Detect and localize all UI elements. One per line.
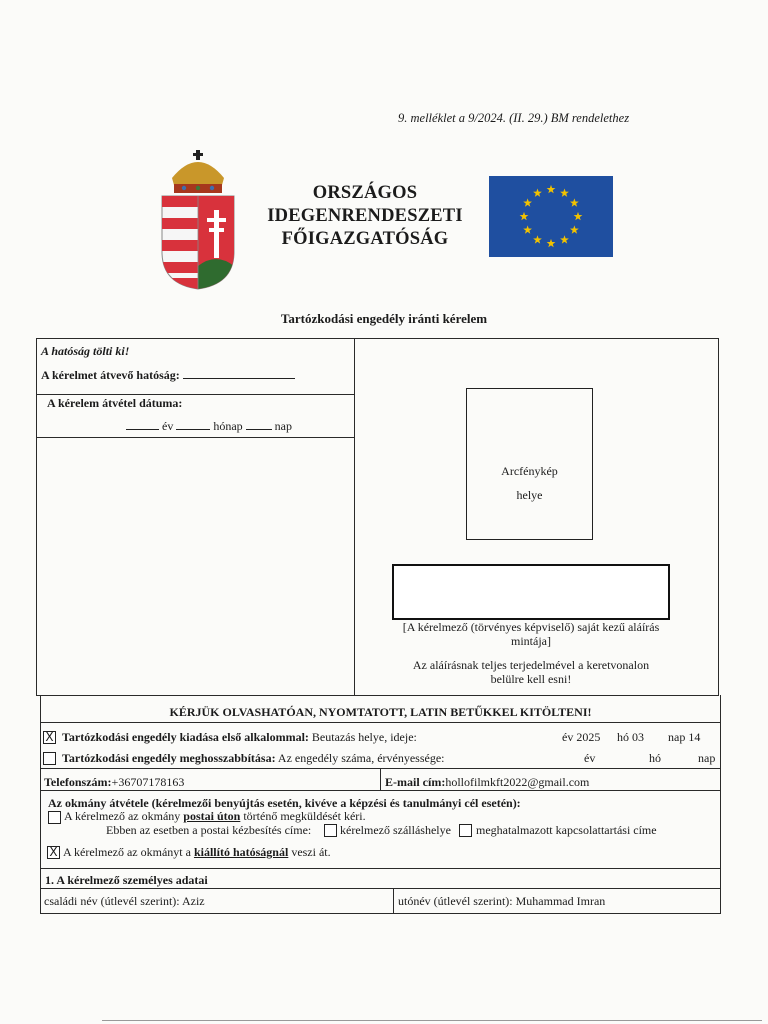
agency-line-3: FŐIGAZGATÓSÁG xyxy=(281,229,449,249)
eu-flag xyxy=(489,176,613,257)
receipt-day-field[interactable] xyxy=(246,429,272,430)
agency-line-1: ORSZÁGOS xyxy=(312,183,418,203)
postal-delivery-checkbox[interactable] xyxy=(48,811,61,824)
postal-address-intro: Ebben az esetben a postai kézbesítés címe: xyxy=(106,823,312,837)
receipt-date-label: A kérelem átvétel dátuma: xyxy=(47,396,183,410)
form-title: Tartózkodási engedély iránti kérelem xyxy=(280,311,488,326)
extension-day-label: nap xyxy=(698,751,716,765)
email-field[interactable]: E-mail cím:hollofilmkft2022@gmail.com xyxy=(385,775,590,789)
address-accommodation-label: kérelmező szálláshelye xyxy=(340,823,451,837)
extension-checkbox[interactable] xyxy=(43,752,56,765)
first-issue-day: nap 14 xyxy=(668,730,701,744)
photo-label-line1: Arcfénykép xyxy=(501,464,558,478)
extension-label: Tartózkodási engedély meghosszabbítása: Az engedély száma, érvényessége: xyxy=(62,751,445,765)
agency-name xyxy=(262,182,468,251)
address-proxy-label: meghatalmazott kapcsolattartási címe xyxy=(476,823,657,837)
first-issue-year: év 2025 xyxy=(562,730,601,744)
receipt-date-fields: év hónap nap xyxy=(126,419,292,433)
first-issue-month: hó 03 xyxy=(617,730,644,744)
page-bottom-rule xyxy=(102,1020,762,1021)
first-issue-checkbox[interactable]: X xyxy=(43,731,56,744)
address-accommodation-checkbox[interactable] xyxy=(324,824,337,837)
print-instruction: KÉRJÜK OLVASHATÓAN, NYOMTATOTT, LATIN BETŰKKEL KITÖLTENI! xyxy=(169,705,592,719)
address-proxy-checkbox[interactable] xyxy=(459,824,472,837)
issuer-pickup-label: A kérelmező az okmányt a kiállító hatóságnál veszi át. xyxy=(63,845,331,859)
receiving-authority-label: A kérelmet átvevő hatóság: xyxy=(41,368,295,382)
photo-label-line2: helye xyxy=(516,488,543,502)
postal-delivery-label: A kérelmező az okmány postai úton történő megküldését kéri. xyxy=(64,809,366,823)
receipt-year-field[interactable] xyxy=(126,429,159,430)
receipt-month-field[interactable] xyxy=(176,429,210,430)
receipt-heading: Az okmány átvétele (kérelmezői benyújtás esetén, kivéve a képzési és tanulmányi cél esetén): xyxy=(48,796,521,810)
extension-year-label: év xyxy=(584,751,596,765)
personal-data-title: 1. A kérelmező személyes adatai xyxy=(45,873,208,887)
family-name-field[interactable]: családi név (útlevél szerint): Aziz xyxy=(44,894,205,908)
signature-box[interactable] xyxy=(392,564,670,620)
phone-field[interactable]: Telefonszám:+36707178163 xyxy=(44,775,185,789)
regulation-reference: 9. melléklet a 9/2024. (II. 29.) BM rendelethez xyxy=(398,111,630,125)
signature-note: Az aláírásnak teljes terjedelmével a keretvonalon belülre kell esni! xyxy=(412,658,650,686)
first-issue-label: Tartózkodási engedély kiadása első alkalommal: Beutazás helye, ideje: xyxy=(62,730,417,744)
signature-caption: [A kérelmező (törvényes képviselő) saját kezű aláírás mintája] xyxy=(402,620,660,648)
agency-line-2: IDEGENRENDESZETI xyxy=(267,206,463,226)
hungarian-coat-of-arms xyxy=(158,148,238,290)
given-name-field[interactable]: utónév (útlevél szerint): Muhammad Imran xyxy=(398,894,606,908)
receiving-authority-field[interactable] xyxy=(183,378,295,379)
extension-month-label: hó xyxy=(649,751,661,765)
issuer-pickup-checkbox[interactable]: X xyxy=(47,846,60,859)
authority-fill-note: A hatóság tölti ki! xyxy=(41,344,130,358)
